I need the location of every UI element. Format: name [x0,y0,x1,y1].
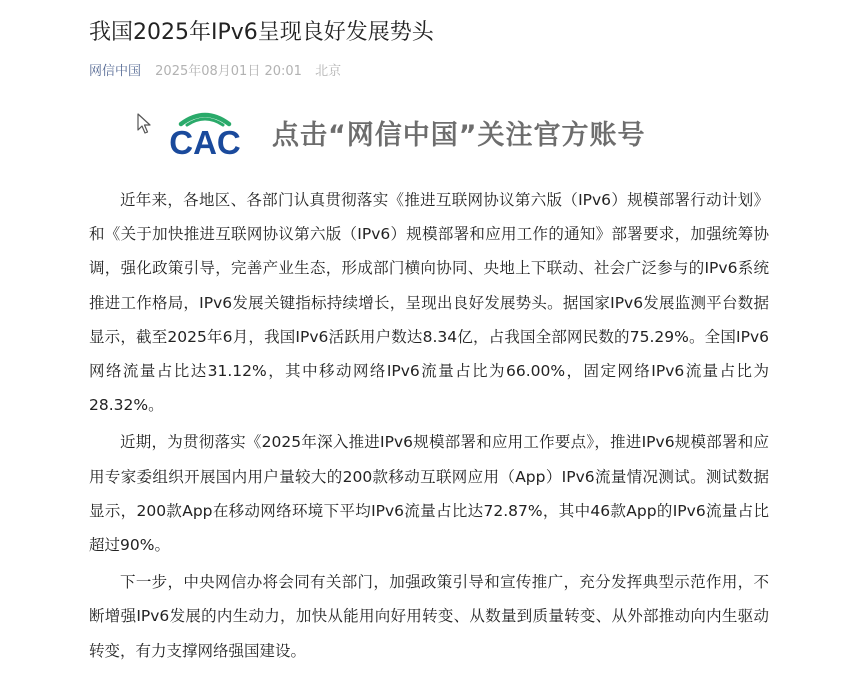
cac-logo-text: CAC [169,124,241,160]
article-title: 我国2025年IPv6呈现良好发展势头 [89,20,434,45]
follow-account-banner[interactable] [137,108,757,164]
article-meta [89,62,341,82]
paragraph: 近期，为贯彻落实《2025年深入推进IPv6规模部署和应用工作要点》，推进IPv6规模部署和应用专家委组织开展国内用户量较大的200款移动互联网应用（App）IPv6流量情况测试。测试数据显示，200款App在移动网络环境下平均IPv6流量占比达72.87%，其中46款App的IPv6流量占比超过90%。 [89,433,769,555]
article-body [89,183,769,671]
source-account-link[interactable]: 网信中国 [89,64,142,79]
mouse-cursor-icon [137,113,153,135]
cac-logo-icon [159,108,251,160]
publish-date: 2025年08月01日 20:01 [155,64,302,79]
publish-location: 北京 [315,64,342,79]
paragraph: 近年来，各地区、各部门认真贯彻落实《推进互联网协议第六版（IPv6）规模部署行动计划》和《关于加快推进互联网协议第六版（IPv6）规模部署和应用工作的通知》部署要求，加强统筹协调，强化政策引导，完善产业生态，形成部门横向协同、央地上下联动、社会广泛参与的IPv6系统推进工作格局，IPv6发展关键指标持续增长，呈现出良好发展势头。据国家IPv6发展监测平台数据显示，截至2025年6月，我国IPv6活跃用户数达8.34亿，占我国全部网民数的75.29%。全国IPv6网络流量占比达31.12%，其中移动网络IPv6流量占比为66.00%，固定网络IPv6流量占比为28.32%。 [89,191,769,415]
paragraph: 下一步，中央网信办将会同有关部门，加强政策引导和宣传推广，充分发挥典型示范作用，不断增强IPv6发展的内生动力，加快从能用向好用转变、从数量到质量转变、从外部推动向内生驱动转变，有力支撑网络强国建设。 [89,573,769,660]
follow-banner-text: 点击“网信中国”关注官方账号 [272,120,646,151]
